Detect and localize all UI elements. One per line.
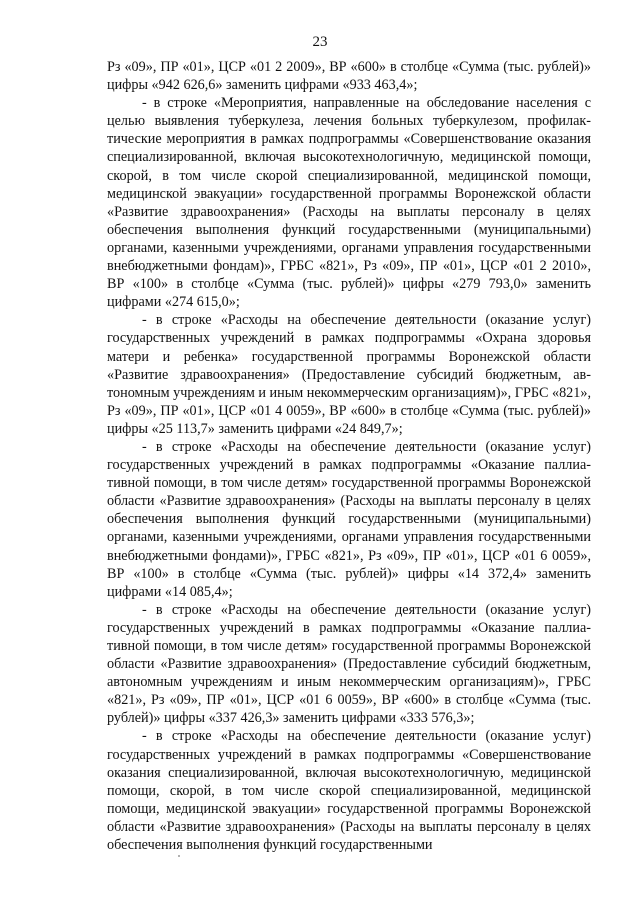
- document-body: [107, 58, 591, 854]
- paragraph-amendment-specialized-care: - в строке «Расходы на обеспечение деятельности (оказание услуг) государственных учреждений в рамках подпрограммы «Совершенствование оказания специализированной, включая высокотехнологичную, медицинской помощи, скорой, в том числе скорой специализированной, медицинской помощи, медицинской эвакуации» государственной программы Воронежской области «Развитие здравоохранения» (Расходы на выплаты персоналу в целях обеспечения выполнения функций государственными: [107, 728, 591, 854]
- paragraph-amendment-maternal-health: - в строке «Расходы на обеспечение деятельности (оказание услуг) государственных учреждений в рамках подпрограммы «Охрана здоровья матери и ребенка» государственной программы Воронежской области «Развитие здравоохранения» (Предоставление субсидий бюджетным, автономным учреждениям и иным некоммерческим организациям)», ГРБС «821», Рз «09», ПР «01», ЦСР «01 4 0059», ВР «600» в столбце «Сумма (тыс. рублей)» цифры «25 113,7» заменить цифрами «24 849,7»;: [107, 312, 591, 437]
- paragraph-amendment-palliative-personnel: - в строке «Расходы на обеспечение деятельности (оказание услуг) государственных учреждений в рамках подпрограммы «Оказание паллиативной помощи, в том числе детям» государственной программы Воронежской области «Развитие здравоохранения» (Расходы на выплаты персоналу в целях обеспечения выполнения функций государственными (муниципальными) органами, казенными учреждениями, органами управления государственными внебюджетными фондами)», ГРБС «821», Рз «09», ПР «01», ЦСР «01 6 0059», ВР «100» в столбце «Сумма (тыс. рублей)» цифры «14 372,4» заменить цифрами «14 085,4»;: [107, 438, 591, 600]
- page-number: 23: [312, 34, 328, 50]
- paragraph-amendment-tuberculosis: - в строке «Мероприятия, направленные на обследование населения с целью выявления туберкулеза, лечения больных туберкулезом, профилактические мероприятия в рамках подпрограммы «Совершенствование оказания специализированной, включая высокотехнологичную, медицинской помощи, скорой, в том числе скорой специализированной, медицинской помощи, медицинской эвакуации» государственной программы Воронежской области «Развитие здравоохранения» (Расходы на выплаты персоналу в целях обеспечения выполнения функций государственными (муниципальными) органами, казенными учреждениями, органами управления государственными внебюджетными фондам)», ГРБС «821», Рз «09», ПР «01», ЦСР «01 2 2010», ВР «100» в столбце «Сумма (тыс. рублей)» цифры «279 793,0» заменить цифрами «274 615,0»;: [107, 95, 591, 311]
- paragraph-continuation: Рз «09», ПР «01», ЦСР «01 2 2009», ВР «600» в столбце «Сумма (тыс. рублей)» цифры «942 626,6» заменить цифрами «933 463,4»;: [107, 59, 591, 94]
- paragraph-amendment-palliative-subsidies: - в строке «Расходы на обеспечение деятельности (оказание услуг) государственных учреждений в рамках подпрограммы «Оказание паллиативной помощи, в том числе детям» государственной программы Воронежской области «Развитие здравоохранения» (Предоставление субсидий бюджетным, автономным учреждениям и иным некоммерческим организациям)», ГРБС «821», Рз «09», ПР «01», ЦСР «01 6 0059», ВР «600» в столбце «Сумма (тыс. рублей)» цифры «337 426,3» заменить цифрами «333 576,3»;: [107, 601, 591, 727]
- scan-speck: [178, 855, 180, 857]
